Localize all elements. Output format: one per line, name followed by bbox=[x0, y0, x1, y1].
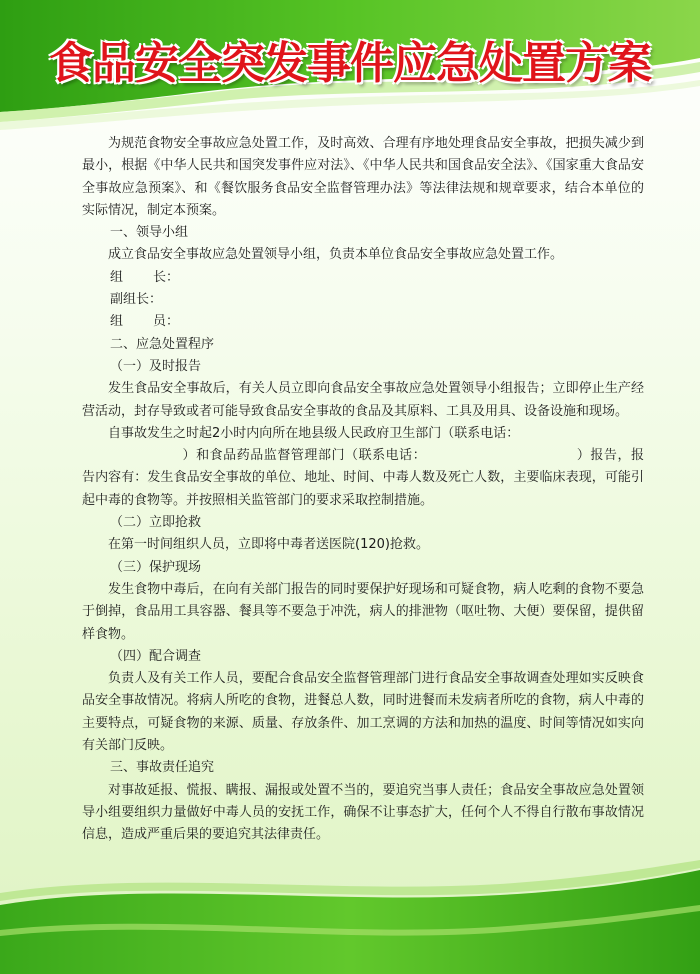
subsection-1-body-1: 发生食品安全事故后，有关人员立即向食品安全事故应急处置领导小组报告；立即停止生产经营活动，封存导致或者可能导致食品安全事故的食品及其原料、工具及用具、设备设施和现场。 bbox=[82, 381, 644, 419]
subsection-2-body: 在第一时间组织人员，立即将中毒者送医院(120)抢救。 bbox=[108, 537, 429, 553]
deputy-line: 副组长： bbox=[110, 292, 163, 308]
subsection-1-body-2 bbox=[82, 423, 644, 512]
report-text-a: 自事故发生之时起2小时内向所在地县级人民政府卫生部门（联系电话： bbox=[108, 425, 520, 441]
report-text-c: ）报告，报告内容有：发生食品安全事故的单位、地址、时间、中毒人数及死亡人数，主要临床表现，可能引起中毒的食物等。并按照相关监管部门的要求采取控制措施。 bbox=[82, 448, 644, 508]
report-text-b: ）和食品药品监督管理部门（联系电话： bbox=[182, 448, 427, 464]
leader-label-b: 长： bbox=[153, 269, 180, 285]
section-2-heading: 二、应急处置程序 bbox=[110, 336, 215, 352]
section-3-heading: 三、事故责任追究 bbox=[110, 760, 215, 776]
section-3-body: 对事故延报、慌报、瞒报、漏报或处置不当的，要追究当事人责任；食品安全事故应急处置领导小组要组织力量做好中毒人员的安抚工作，确保不让事态扩大，任何个人不得自行散布事故情况信息，造成严重后果的要追究其法律责任。 bbox=[82, 782, 644, 843]
document-body bbox=[82, 133, 644, 847]
member-label-b: 员： bbox=[153, 314, 180, 330]
member-label-a: 组 bbox=[110, 314, 124, 330]
member-line bbox=[82, 311, 644, 333]
leader-line bbox=[82, 267, 644, 289]
subsection-3-body: 发生食物中毒后，在向有关部门报告的同时要保护好现场和可疑食物，病人吃剩的食物不要急于倒掉，食品用工具容器、餐具等不要急于冲洗，病人的排泄物（呕吐物、大便）要保留，提供留样食物。 bbox=[82, 581, 644, 642]
bottom-wave-band bbox=[0, 860, 700, 974]
subsection-3-heading: （三）保护现场 bbox=[110, 559, 202, 575]
section-1-body: 成立食品安全事故应急处置领导小组，负责本单位食品安全事故应急处置工作。 bbox=[108, 247, 564, 263]
leader-label-a: 组 bbox=[110, 269, 124, 285]
subsection-1-heading: （一）及时报告 bbox=[110, 358, 202, 374]
page-title: 食品安全突发事件应急处置方案 bbox=[49, 38, 651, 89]
subsection-4-body: 负责人及有关工作人员，要配合食品安全监督管理部门进行食品安全事故调查处理如实反映食品安全事故情况。将病人所吃的食物，进餐总人数，同时进餐而未发病者所吃的食物，病人中毒的主要特点，可疑食物的来源、质量、存放条件、加工烹调的方法和加热的温度、时间等情况如实向有关部门反映。 bbox=[82, 671, 644, 754]
section-1-heading: 一、领导小组 bbox=[110, 225, 189, 241]
subsection-4-heading: （四）配合调查 bbox=[110, 648, 202, 664]
intro-paragraph: 为规范食物安全事故应急处置工作，及时高效、合理有序地处理食品安全事故，把损失减少到最小，根据《中华人民共和国突发事件应对法》、《中华人民共和国食品安全法》、《国家重大食品安全事故应急预案》、和《餐饮服务食品安全监督管理办法》等法律法规和规章要求，结合本单位的实际情况，制定本预案。 bbox=[82, 136, 644, 218]
subsection-2-heading: （二）立即抢救 bbox=[110, 515, 202, 531]
